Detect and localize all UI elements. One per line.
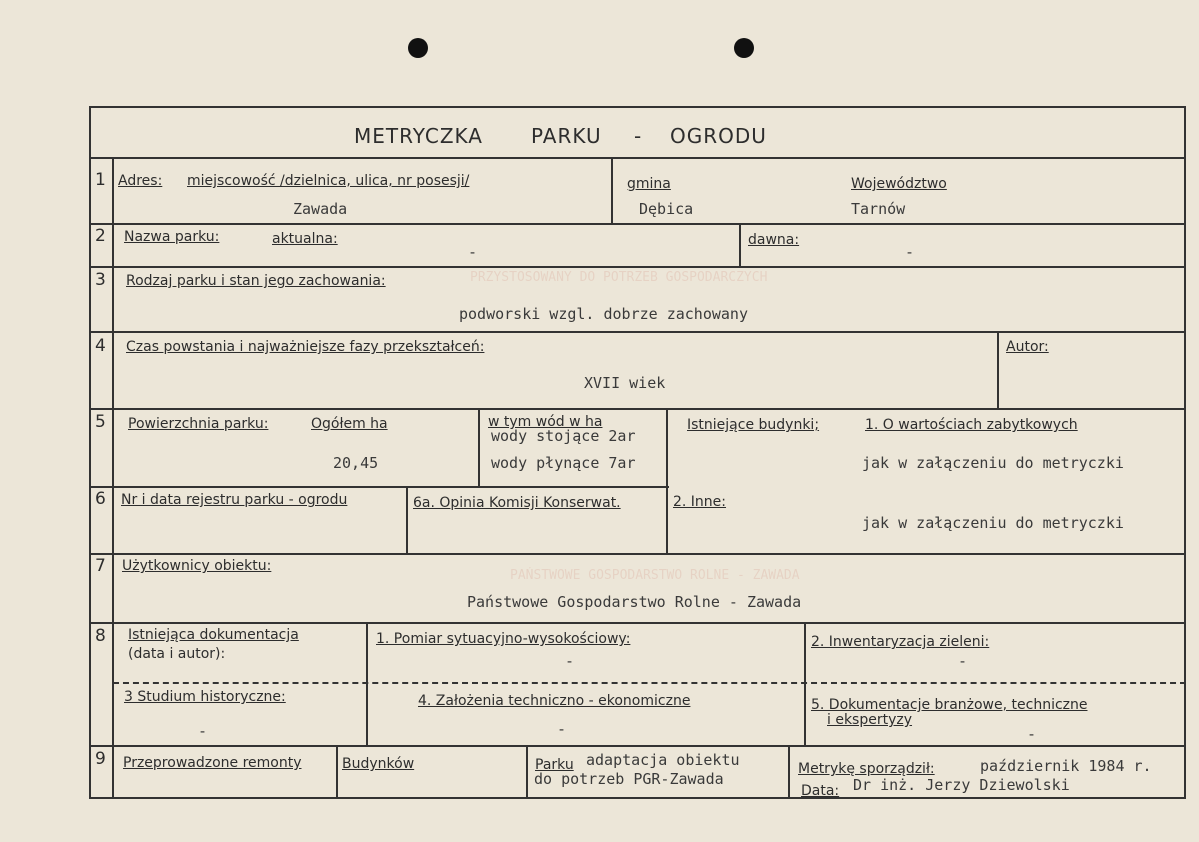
- origin-time-label: Czas powstania i najważniejsze fazy przekształceń:: [126, 339, 485, 355]
- row-number: 9: [95, 749, 106, 769]
- title-word-2: PARKU: [531, 124, 602, 148]
- title-dash: -: [634, 124, 643, 148]
- col-line: [788, 745, 790, 799]
- park-renovation-value-2: do potrzeb PGR-Zawada: [534, 770, 724, 788]
- area-label: Powierzchnia parku:: [128, 416, 269, 432]
- title-word-3: OGRODU: [670, 124, 767, 148]
- row-line: [89, 745, 1186, 747]
- row-number: 8: [95, 626, 106, 646]
- greenery-inventory-label: 2. Inwentaryzacja zieleni:: [811, 634, 990, 650]
- park-type-value: podworski wzgl. dobrze zachowany: [459, 305, 748, 323]
- title-word-1: METRYCZKA: [354, 124, 483, 148]
- commission-opinion-label: 6a. Opinia Komisji Konserwat.: [413, 495, 621, 511]
- register-label: Nr i data rejestru parku - ogrodu: [121, 492, 348, 508]
- technical-assumptions-value: -: [557, 720, 567, 738]
- gmina-label: gmina: [627, 176, 671, 192]
- row-line: [89, 266, 1186, 268]
- voivodeship-value: Tarnów: [851, 200, 906, 218]
- survey-value: -: [565, 652, 575, 670]
- faded-stamp-text: PAŃSTWOWE GOSPODARSTWO ROLNE - ZAWADA: [510, 568, 800, 583]
- former-name-label: dawna:: [748, 232, 800, 248]
- row-8-dashed-line: [113, 682, 1186, 684]
- users-value: Państwowe Gospodarstwo Rolne - Zawada: [467, 593, 802, 611]
- row-number: 6: [95, 489, 106, 509]
- row-number: 4: [95, 336, 106, 356]
- industry-docs-label: 5. Dokumentacje branżowe, techniczne: [811, 697, 1088, 713]
- col-line: [366, 622, 368, 745]
- historic-buildings-value: jak w załączeniu do metryczki: [862, 454, 1124, 472]
- col-line: [406, 486, 408, 553]
- users-label: Użytkownicy obiektu:: [122, 558, 272, 574]
- col-line: [336, 745, 338, 799]
- col-line: [997, 331, 999, 408]
- park-name-label: Nazwa parku:: [124, 229, 220, 245]
- row-number: 1: [95, 170, 106, 190]
- col-line: [611, 157, 613, 223]
- col-line: [478, 408, 480, 486]
- other-buildings-value: jak w załączeniu do metryczki: [862, 514, 1124, 532]
- documentation-label: Istniejąca dokumentacja: [128, 627, 299, 643]
- col-line: [526, 745, 528, 799]
- author-label: Autor:: [1006, 339, 1049, 355]
- row-line: [89, 223, 1186, 225]
- historic-buildings-label: 1. O wartościach zabytkowych: [865, 417, 1078, 433]
- prepared-date-value: październik 1984 r.: [980, 757, 1152, 775]
- total-ha-label: Ogółem ha: [311, 416, 388, 432]
- buildings-renovation-label: Budynków: [342, 756, 415, 772]
- col-line: [739, 223, 741, 266]
- flowing-water-value: wody płynące 7ar: [491, 454, 636, 472]
- locality-value: Zawada: [293, 200, 348, 218]
- preparer-name-value: Dr inż. Jerzy Dziewolski: [853, 776, 1070, 794]
- buildings-label: Istniejące budynki;: [687, 417, 820, 433]
- current-name-label: aktualna:: [272, 231, 338, 247]
- technical-assumptions-label: 4. Założenia techniczno - ekonomiczne: [418, 693, 691, 709]
- row-line: [89, 331, 1186, 333]
- current-name-value: -: [468, 243, 478, 261]
- row-number: 7: [95, 556, 106, 576]
- col-line: [804, 622, 806, 745]
- punch-hole-right: [734, 38, 754, 58]
- row-number: 5: [95, 412, 106, 432]
- historical-study-label: 3 Studium historyczne:: [124, 689, 286, 705]
- row-line: [89, 157, 1186, 159]
- row-line: [89, 553, 1186, 555]
- industry-docs-value: -: [1027, 725, 1037, 743]
- total-ha-value: 20,45: [333, 454, 379, 472]
- survey-label: 1. Pomiar sytuacyjno-wysokościowy:: [376, 631, 631, 647]
- row-number: 2: [95, 226, 106, 246]
- industry-docs-sublabel: i ekspertyzy: [827, 712, 913, 728]
- greenery-inventory-value: -: [958, 652, 968, 670]
- number-column-line: [112, 157, 114, 799]
- row-line: [89, 408, 1186, 410]
- col-line: [666, 408, 668, 553]
- faded-stamp-text: PRZYSTOSOWANY DO POTRZEB GOSPODARCZYCH: [470, 270, 768, 285]
- park-type-label: Rodzaj parku i stan jego zachowania:: [126, 273, 386, 289]
- former-name-value: -: [905, 243, 915, 261]
- address-label: Adres:: [118, 173, 163, 189]
- gmina-value: Dębica: [639, 200, 694, 218]
- punch-hole-left: [408, 38, 428, 58]
- documentation-sublabel: (data i autor):: [128, 646, 226, 662]
- prepared-by-label: Metrykę sporządził:: [798, 761, 935, 777]
- other-buildings-label: 2. Inne:: [673, 494, 727, 510]
- standing-water-value: wody stojące 2ar: [491, 427, 636, 445]
- address-fields-label: miejscowość /dzielnica, ulica, nr posesji/: [187, 173, 470, 189]
- row-line: [89, 622, 1186, 624]
- historical-study-value: -: [198, 722, 208, 740]
- park-renovation-label: Parku: [535, 757, 574, 773]
- row-line: [89, 486, 669, 488]
- water-area-label: w tym wód w ha: [488, 414, 603, 430]
- origin-time-value: XVII wiek: [584, 374, 666, 392]
- row-number: 3: [95, 270, 106, 290]
- park-renovation-value-1: adaptacja obiektu: [586, 751, 740, 769]
- voivodeship-label: Województwo: [851, 176, 947, 192]
- renovations-label: Przeprowadzone remonty: [123, 755, 302, 771]
- date-label: Data:: [801, 783, 840, 799]
